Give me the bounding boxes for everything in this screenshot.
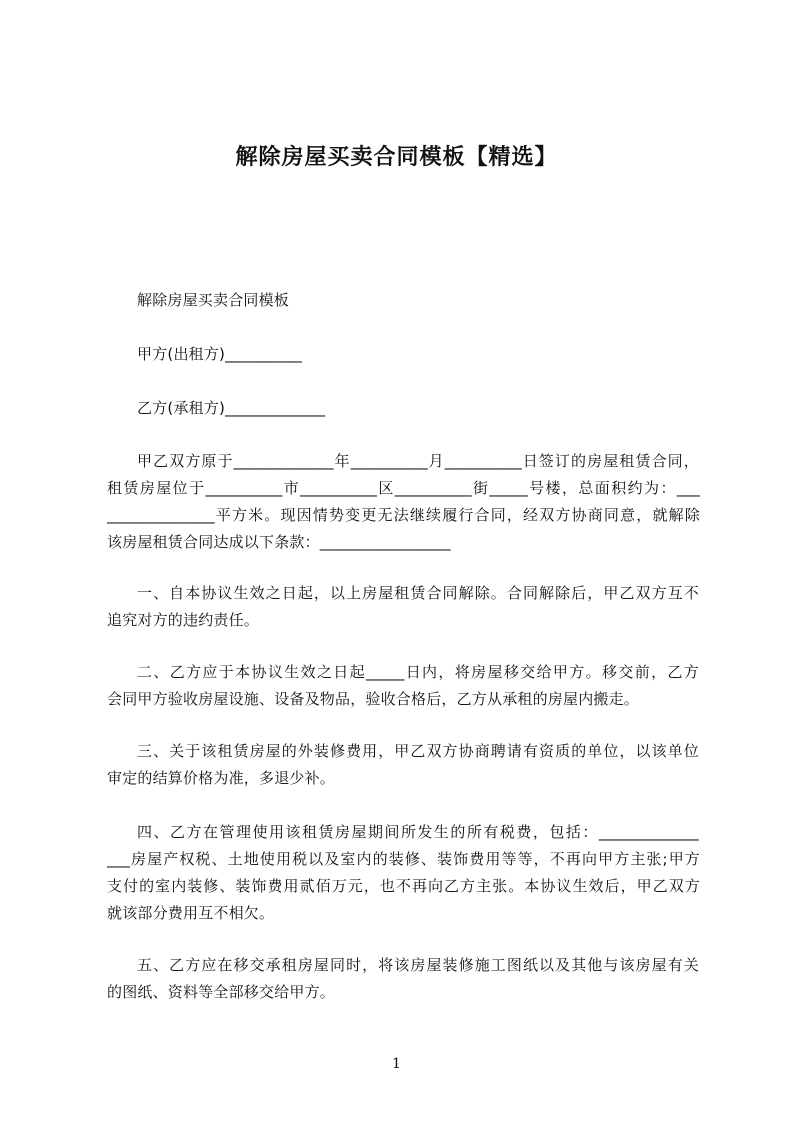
party-a-line: 甲方(出租方)__________ [137,345,303,363]
page-number: 1 [392,1056,401,1072]
clause-5-line-1: 五、乙方应在移交承租房屋同时，将该房屋装修施工图纸以及其他与该房屋有关 [137,956,699,974]
clause-1-line-2: 追究对方的违约责任。 [107,611,260,629]
clause-3-line-1: 三、关于该租赁房屋的外装修费用，甲乙双方协商聘请有资质的单位，以该单位 [137,742,699,760]
clause-2-line-2: 会同甲方验收房屋设施、设备及物品，验收合格后，乙方从承租的房屋内搬走。 [107,690,640,708]
clause-3-line-2: 审定的结算价格为准，多退少补。 [107,769,336,787]
clause-1-line-1: 一、自本协议生效之日起，以上房屋租赁合同解除。合同解除后，甲乙双方互不 [137,584,699,602]
clause-5-line-2: 的图纸、资料等全部移交给甲方。 [107,983,336,1001]
intro-line-2: 租赁房屋位于__________市__________区__________街_____号楼，总面积约为：___ [107,479,700,497]
intro-line-1: 甲乙双方原于_____________年__________月__________日签订的房屋租赁合同， [137,452,699,470]
clause-4-line-1: 四、乙方在管理使用该租赁房屋期间所发生的所有税费，包括：_____________ [137,823,699,841]
document-title: 解除房屋买卖合同模板【精选】 [235,145,558,170]
clause-4-line-2: ___房屋产权税、土地使用税以及室内的装修、装饰费用等等，不再向甲方主张;甲方 [107,850,700,868]
clause-2-line-1: 二、乙方应于本协议生效之日起_____日内，将房屋移交给甲方。移交前，乙方 [137,663,699,681]
party-b-line: 乙方(承租方)_____________ [137,399,326,417]
contract-heading: 解除房屋买卖合同模板 [137,291,290,309]
intro-line-4: 该房屋租赁合同达成以下条款：_________________ [107,533,451,551]
clause-4-line-3: 支付的室内装修、装饰费用贰佰万元，也不再向乙方主张。本协议生效后，甲乙双方 [107,877,700,895]
intro-line-3: ______________平方米。现因情势变更无法继续履行合同，经双方协商同意，就解除 [107,506,700,524]
clause-4-line-4: 就该部分费用互不相欠。 [107,904,275,922]
